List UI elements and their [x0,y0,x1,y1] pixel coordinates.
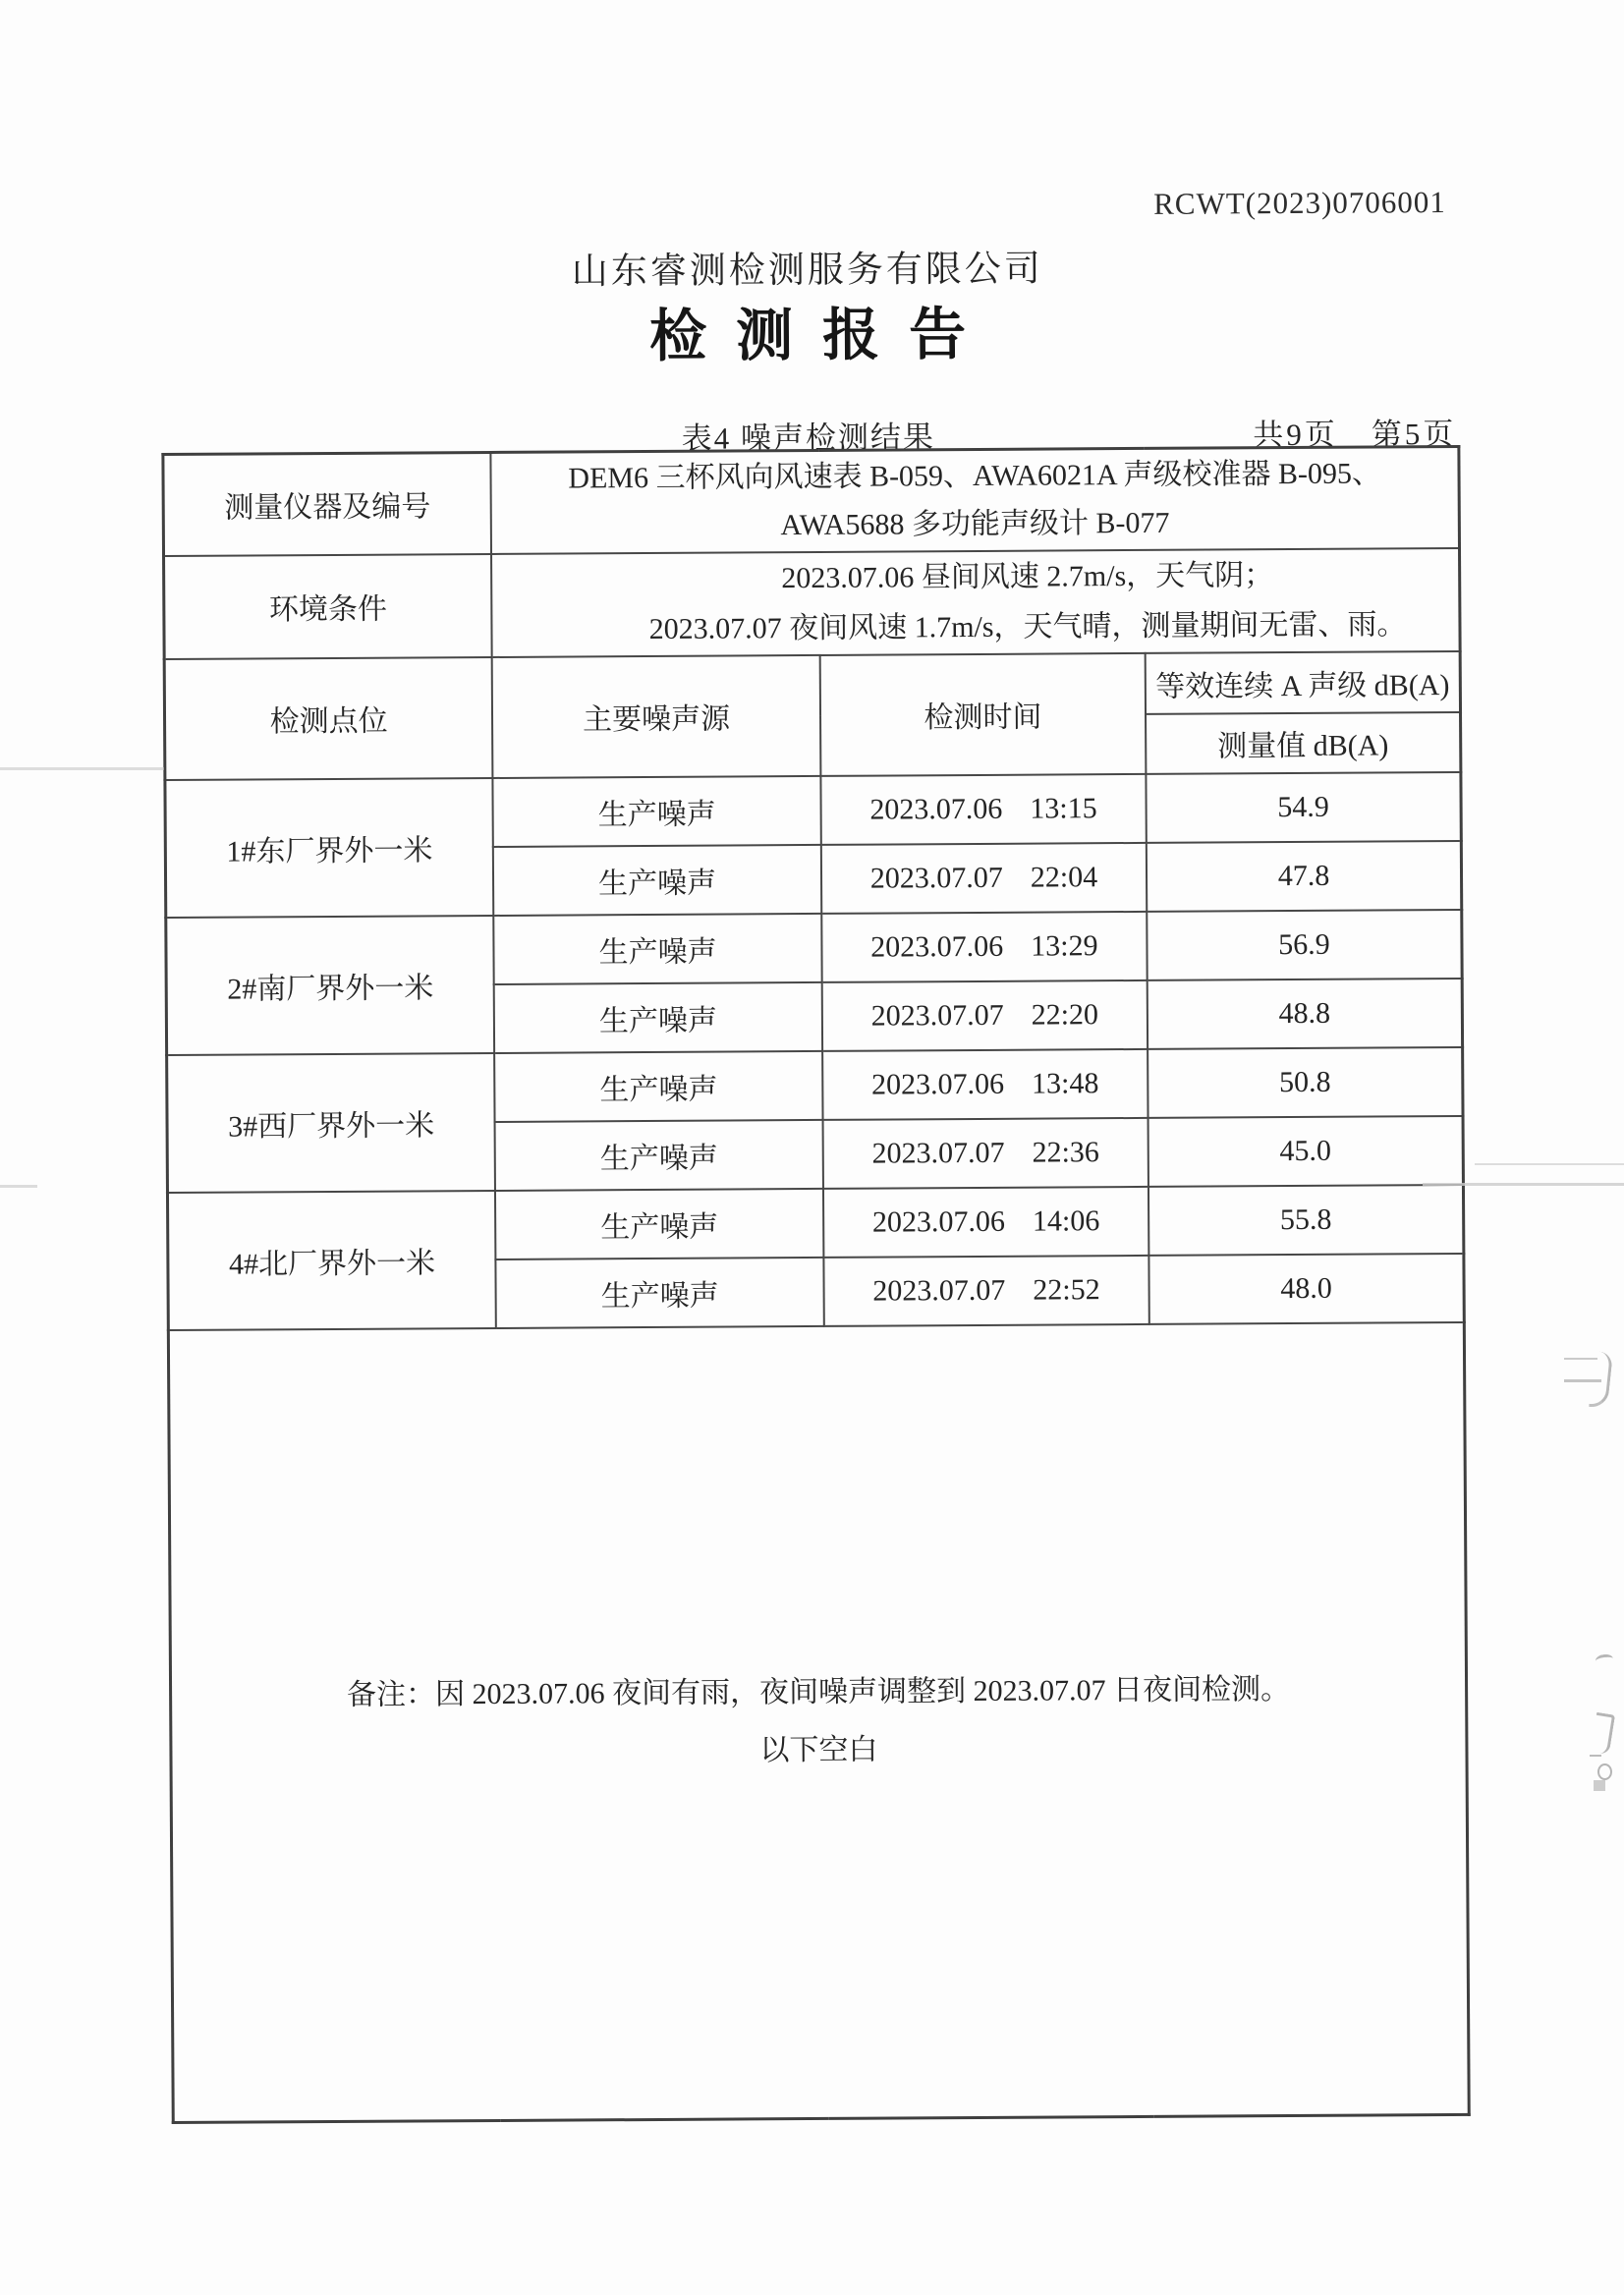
value-cell: 50.8 [1148,1046,1463,1117]
table-row [165,771,1461,848]
time-cell [821,842,1147,913]
column-header-source: 主要噪声源 [492,654,820,777]
time-cell [822,1048,1148,1119]
date-value: 2023.07.06 [869,792,1003,826]
source-cell: 生产噪声 [493,913,821,983]
pages-total: 共9页 [1253,417,1338,453]
report-title: 检测报告 [648,302,996,368]
point-cell: 2#南厂界外一米 [166,915,495,1054]
page-current: 第5页 [1371,416,1457,452]
source-cell: 生产噪声 [496,1257,824,1327]
environment-value-cell [491,547,1460,656]
time-cell [823,1255,1148,1325]
value-cell: 56.9 [1147,909,1462,980]
time-cell [823,1186,1148,1257]
noise-results-table [161,445,1470,2124]
time-value: 22:04 [1030,860,1098,894]
value-cell: 48.0 [1148,1253,1464,1323]
table-row [166,909,1462,985]
instrument-value-cell [491,446,1460,553]
date-value: 2023.07.06 [870,929,1004,964]
environment-label-cell: 环境条件 [164,553,492,658]
note-line-1: 备注：因 2023.07.06 夜间有雨，夜间噪声调整到 2023.07.07 日夜间检测。 [347,1673,1291,1712]
source-cell: 生产噪声 [493,844,821,915]
source-cell: 生产噪声 [493,775,821,846]
source-cell: 生产噪声 [494,981,822,1052]
company-name: 山东睿测检测服务有限公司 [571,249,1043,293]
instrument-line-1: DEM6 三杯风向风速表 B-059、AWA6021A 声级校准器 B-095、 [568,457,1382,495]
source-cell: 生产噪声 [495,1119,823,1190]
column-header-measured: 测量值 dB(A) [1146,711,1461,773]
instrument-line-2: AWA5688 多功能声级计 B-077 [780,507,1170,542]
time-value: 13:29 [1031,928,1098,963]
column-header-row [164,650,1460,719]
environment-line-2: 2023.07.07 夜间风速 1.7m/s，天气晴，测量期间无雷、雨。 [648,608,1407,646]
value-cell: 47.8 [1147,840,1462,911]
time-value: 14:06 [1032,1203,1100,1238]
remark-row [168,1321,1469,2122]
point-cell: 4#北厂界外一米 [167,1190,496,1329]
time-cell [820,773,1146,844]
time-cell [822,1117,1148,1188]
time-value: 13:48 [1031,1066,1099,1100]
time-value: 22:36 [1032,1135,1099,1169]
table-row [167,1184,1463,1260]
date-value: 2023.07.07 [871,1136,1005,1170]
column-header-level: 等效连续 A 声级 dB(A) [1146,650,1461,713]
environment-row [164,547,1461,658]
date-value: 2023.07.07 [872,1273,1006,1308]
time-value: 13:15 [1030,791,1097,825]
note-line-2: 以下空白 [759,1733,878,1767]
time-value: 22:20 [1031,997,1099,1032]
report-number: RCWT(2023)0706001 [1153,185,1446,221]
date-value: 2023.07.07 [870,998,1004,1033]
column-header-point: 检测点位 [164,656,492,779]
instrument-row [163,446,1460,555]
date-value: 2023.07.06 [870,1067,1005,1101]
source-cell: 生产噪声 [494,1050,822,1121]
table-caption: 表4 噪声检测结果 [681,420,936,456]
environment-line-1: 2023.07.06 昼间风速 2.7m/s，天气阴； [781,559,1274,595]
value-cell: 45.0 [1148,1115,1464,1186]
time-cell [822,980,1148,1050]
source-cell: 生产噪声 [495,1188,823,1259]
table-row [167,1046,1463,1123]
point-cell: 3#西厂界外一米 [167,1052,496,1192]
date-value: 2023.07.07 [869,861,1003,895]
note-cell [168,1321,1469,2122]
date-value: 2023.07.06 [871,1204,1006,1239]
value-cell: 55.8 [1148,1184,1464,1255]
time-value: 22:52 [1033,1272,1100,1307]
instrument-label-cell: 测量仪器及编号 [163,452,491,555]
value-cell: 54.9 [1146,771,1461,842]
column-header-time: 检测时间 [820,652,1147,775]
time-cell [821,911,1147,981]
value-cell: 48.8 [1148,978,1463,1048]
point-cell: 1#东厂界外一米 [165,777,494,917]
